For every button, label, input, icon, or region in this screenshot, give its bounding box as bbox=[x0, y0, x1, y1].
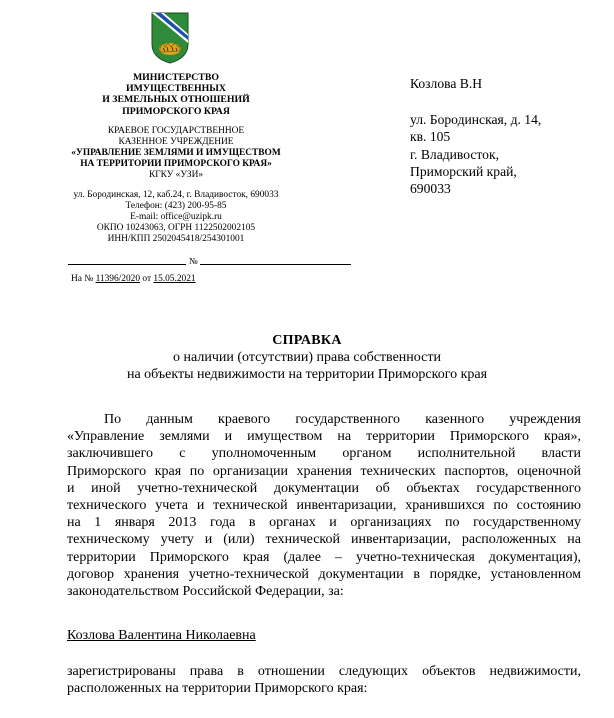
recipient-address-line: кв. 105 bbox=[410, 129, 451, 145]
document-subtitle: на объекты недвижимости на территории Приморского края bbox=[126, 367, 488, 382]
person-name: Козлова Валентина Николаевна bbox=[67, 628, 256, 643]
document-title-block bbox=[0, 332, 614, 383]
recipient-address-line: ул. Бородинская, д. 14, bbox=[410, 112, 542, 128]
reference-date: 15.05.2021 bbox=[153, 274, 196, 284]
recipient-name: Козлова В.Н bbox=[410, 76, 483, 91]
number-blank bbox=[200, 264, 351, 265]
body-paragraph: По данным краевого государственного казенного учреждения «Управление землями и имуществом на территории Приморского края», заключившего с уполномоченным органом исполнительной власти Приморского края по организации хранения технических паспортов, оценочной и иной учетно-технической документации об объектах государственного технического учета и технической инвентаризации, хранившихся по состоянию на 1 января 2013 года в органах и организациях по государственному техническому учету и (или) технической инвентаризации, расположенных на территории Приморского края (далее – учетно-техническая документация), договор хранения учетно-технической документации в порядке, установленном законодательством Российской Федерации, за: bbox=[67, 412, 581, 599]
registration-number-line: № bbox=[68, 255, 283, 267]
recipient-block bbox=[410, 75, 610, 197]
recipient-address-line: г. Владивосток, bbox=[410, 146, 499, 162]
document-title: СПРАВКА bbox=[272, 333, 342, 348]
institution-name: КРАЕВОЕ ГОСУДАРСТВЕННОЕ КАЗЕННОЕ УЧРЕЖДЕНИЕ «УПРАВЛЕНИЕ ЗЕМЛЯМИ И ИМУЩЕСТВОМ НА ТЕРРИТОРИИ ПРИМОРСКОГО КРАЯ» КГКУ «УЗИ» bbox=[71, 125, 281, 180]
body-paragraph-2: зарегистрированы права в отношении следующих объектов недвижимости, расположенных на территории Приморского края: bbox=[67, 664, 581, 697]
recipient-address-line: Приморский край, bbox=[410, 163, 517, 179]
recipient-address-line: 690033 bbox=[410, 181, 451, 197]
ministry-name: МИНИСТЕРСТВО ИМУЩЕСТВЕННЫХ И ЗЕМЕЛЬНЫХ ОТНОШЕНИЙ ПРИМОРСКОГО КРАЯ bbox=[102, 72, 250, 117]
date-blank bbox=[68, 264, 186, 265]
sender-header bbox=[60, 72, 292, 245]
document-subtitle: о наличии (отсутствии) права собственности bbox=[173, 350, 441, 365]
reference-number: 11396/2020 bbox=[95, 274, 141, 284]
reference-line: На № 11396/2020 от 15.05.2021 bbox=[71, 274, 196, 284]
institution-contacts: ул. Бородинская, 12, каб.24, г. Владивосток, 690033 Телефон: (423) 200-95-85 E-mail: office@uzipk.ru ОКПО 10243063, ОГРН 1122502002105 ИНН/КПП 2502045418/254301001 bbox=[73, 189, 279, 244]
coat-of-arms-icon bbox=[151, 12, 189, 64]
